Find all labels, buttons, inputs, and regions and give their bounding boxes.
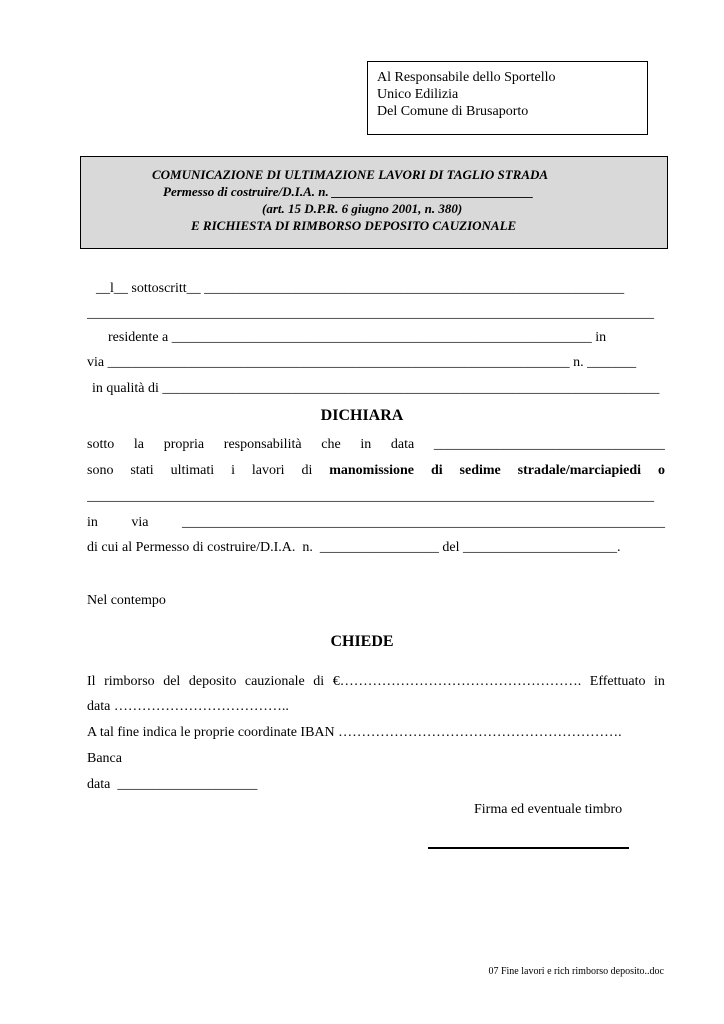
word: in [87, 515, 98, 530]
word: rimborso [104, 674, 155, 689]
via-row [87, 355, 636, 371]
word: cauzionale [244, 674, 305, 689]
bold-word: manomissione [329, 463, 415, 478]
word: del [163, 674, 181, 689]
signature-label: Firma ed eventuale timbro [474, 802, 623, 817]
via-label: via [87, 355, 108, 370]
recipient-line-1: Al Responsabile dello Sportello [377, 70, 556, 85]
signature-line[interactable] [428, 847, 629, 849]
footer-filename: 07 Fine lavori e rich rimborso deposito..doc [488, 966, 664, 977]
chiede-row-1 [87, 674, 665, 690]
via-number-field[interactable]: n. _______ [569, 355, 637, 370]
qualita-field[interactable]: _______________________________________________________________________ [162, 381, 660, 396]
date-field[interactable]: _________________________________ [433, 437, 665, 452]
recipient-box [367, 61, 648, 135]
bold-word: di [430, 463, 443, 478]
title-line-2: Permesso di costruire/D.I.A. n. _______________________________ [163, 184, 534, 199]
word: Il [87, 674, 96, 689]
word: stati [130, 463, 154, 478]
residente-in-label: in [591, 330, 607, 345]
works-description-line[interactable]: _________________________________________________________________________________ [87, 489, 654, 504]
word: che [321, 437, 341, 452]
word: data [390, 437, 415, 452]
word: di [301, 463, 313, 478]
word: ultimati [170, 463, 215, 478]
word: propria [163, 437, 205, 452]
banca-label[interactable]: Banca [87, 751, 122, 766]
bold-word: o [657, 463, 665, 478]
date-row[interactable]: data ____________________ [87, 777, 258, 792]
word: di [313, 674, 325, 689]
title-line-1: COMUNICAZIONE DI ULTIMAZIONE LAVORI DI TAGLIO STRADA [152, 167, 549, 182]
word: in [654, 674, 665, 689]
word: sotto [87, 437, 115, 452]
bold-word: sedime [459, 463, 501, 478]
contempo-text: Nel contempo [87, 593, 166, 608]
word: via [131, 515, 149, 530]
word: responsabilità [223, 437, 302, 452]
dichiara-row-1 [87, 437, 665, 453]
via-field[interactable]: __________________________________________________________________ [107, 355, 570, 370]
word: la [133, 437, 145, 452]
dichiara-row-4 [87, 515, 665, 531]
recipient-line-3: Del Comune di Brusaporto [377, 104, 529, 119]
word: deposito [188, 674, 237, 689]
sottoscritto-field[interactable]: __l__ sottoscritt__ ____________________________________________________________ [96, 281, 625, 296]
dichiara-heading: DICHIARA [320, 407, 404, 424]
payment-date-row[interactable]: data ……………………………….. [87, 699, 289, 714]
qualita-label: in qualità di [92, 381, 163, 396]
dichiara-row-2 [87, 463, 665, 479]
recipient-line-2: Unico Edilizia [377, 87, 459, 102]
word: i [231, 463, 235, 478]
bold-word: stradale/marciapiedi [517, 463, 642, 478]
title-line-4: E RICHIESTA DI RIMBORSO DEPOSITO CAUZIONALE [191, 218, 517, 233]
word: Effettuato [589, 674, 646, 689]
iban-row[interactable]: A tal fine indica le proprie coordinate IBAN ……………………………………………………. [87, 725, 622, 740]
title-line-3: (art. 15 D.P.R. 6 giugno 2001, n. 380) [262, 201, 463, 216]
word: lavori [251, 463, 285, 478]
residente-field[interactable]: ____________________________________________________________ [171, 330, 592, 345]
word: in [360, 437, 372, 452]
qualita-row [92, 381, 659, 397]
residente-label: residente a [108, 330, 172, 345]
residente-row [108, 330, 606, 346]
amount-field[interactable]: €……………………………………………. [332, 674, 582, 689]
name-continuation-line[interactable]: _________________________________________________________________________________ [87, 306, 654, 321]
street-field[interactable]: _____________________________________________________________________ [182, 515, 665, 530]
word: sono [87, 463, 114, 478]
chiede-heading: CHIEDE [330, 633, 394, 650]
permesso-row[interactable]: di cui al Permesso di costruire/D.I.A. n. _________________ del ______________________. [87, 540, 621, 555]
